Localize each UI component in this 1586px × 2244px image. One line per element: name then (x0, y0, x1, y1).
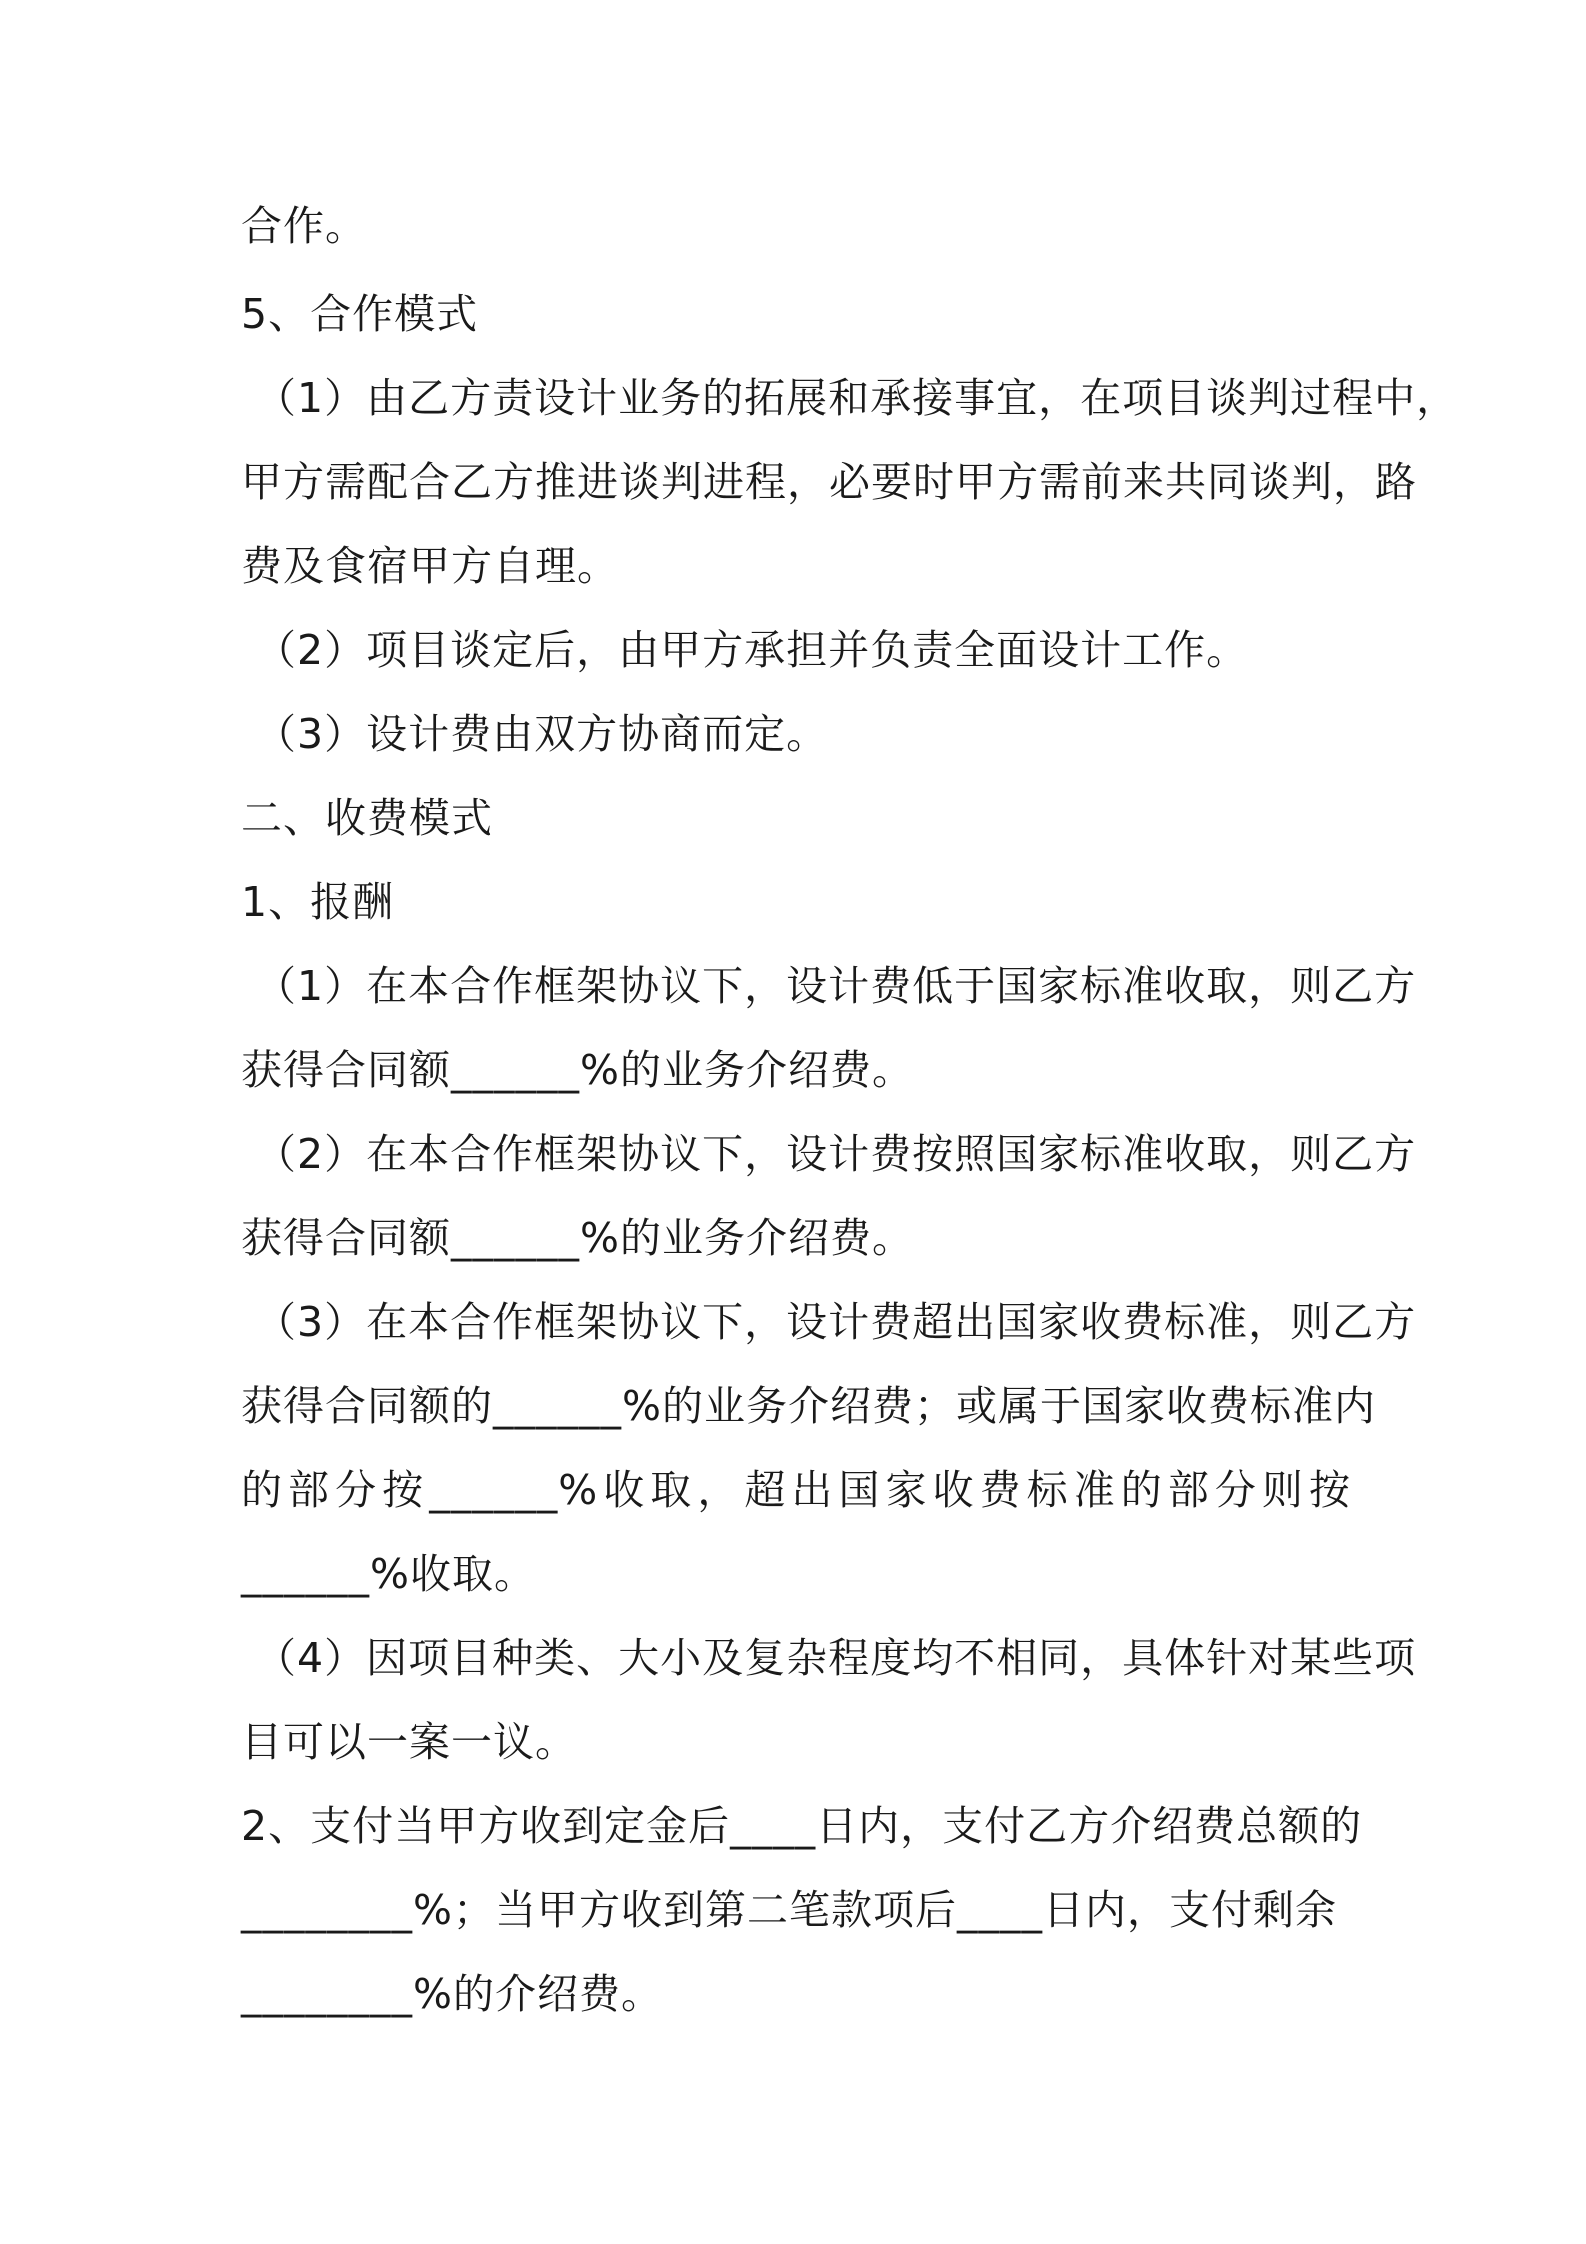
paragraph-line: 甲方需配合乙方推进谈判进程，必要时甲方需前来共同谈判，路 (241, 458, 1417, 506)
paragraph-line: （1）由乙方责设计业务的拓展和承接事宜，在项目谈判过程中， (255, 374, 1459, 422)
paragraph-line: 2、支付当甲方收到定金后____日内，支付乙方介绍费总额的 (241, 1802, 1363, 1850)
section-heading: 5、合作模式 (241, 290, 479, 338)
paragraph-line: ________%的介绍费。 (241, 1970, 663, 2018)
section-heading: 1、报酬 (241, 878, 395, 926)
paragraph-line: 获得合同额______%的业务介绍费。 (241, 1214, 914, 1262)
paragraph-line: （2）在本合作框架协议下，设计费按照国家标准收取，则乙方 (255, 1130, 1417, 1178)
paragraph-line: （4）因项目种类、大小及复杂程度均不相同，具体针对某些项 (255, 1634, 1417, 1682)
paragraph-line: 获得合同额的______%的业务介绍费；或属于国家收费标准内 (241, 1382, 1376, 1430)
paragraph-line: 目可以一案一议。 (241, 1718, 577, 1766)
paragraph-line: 获得合同额______%的业务介绍费。 (241, 1046, 914, 1094)
paragraph-line: （2）项目谈定后，由甲方承担并负责全面设计工作。 (255, 626, 1249, 674)
section-heading: 二、收费模式 (241, 794, 493, 842)
paragraph-line: 合作。 (241, 202, 367, 250)
paragraph-line: 的部分按______%收取，超出国家收费标准的部分则按 (241, 1466, 1351, 1514)
paragraph-line: 费及食宿甲方自理。 (241, 542, 619, 590)
paragraph-line: （3）在本合作框架协议下，设计费超出国家收费标准，则乙方 (255, 1298, 1417, 1346)
paragraph-line: ________%；当甲方收到第二笔款项后____日内，支付剩余 (241, 1886, 1337, 1934)
paragraph-line: （3）设计费由双方协商而定。 (255, 710, 829, 758)
paragraph-line: ______%收取。 (241, 1550, 536, 1598)
paragraph-line: （1）在本合作框架协议下，设计费低于国家标准收取，则乙方 (255, 962, 1417, 1010)
